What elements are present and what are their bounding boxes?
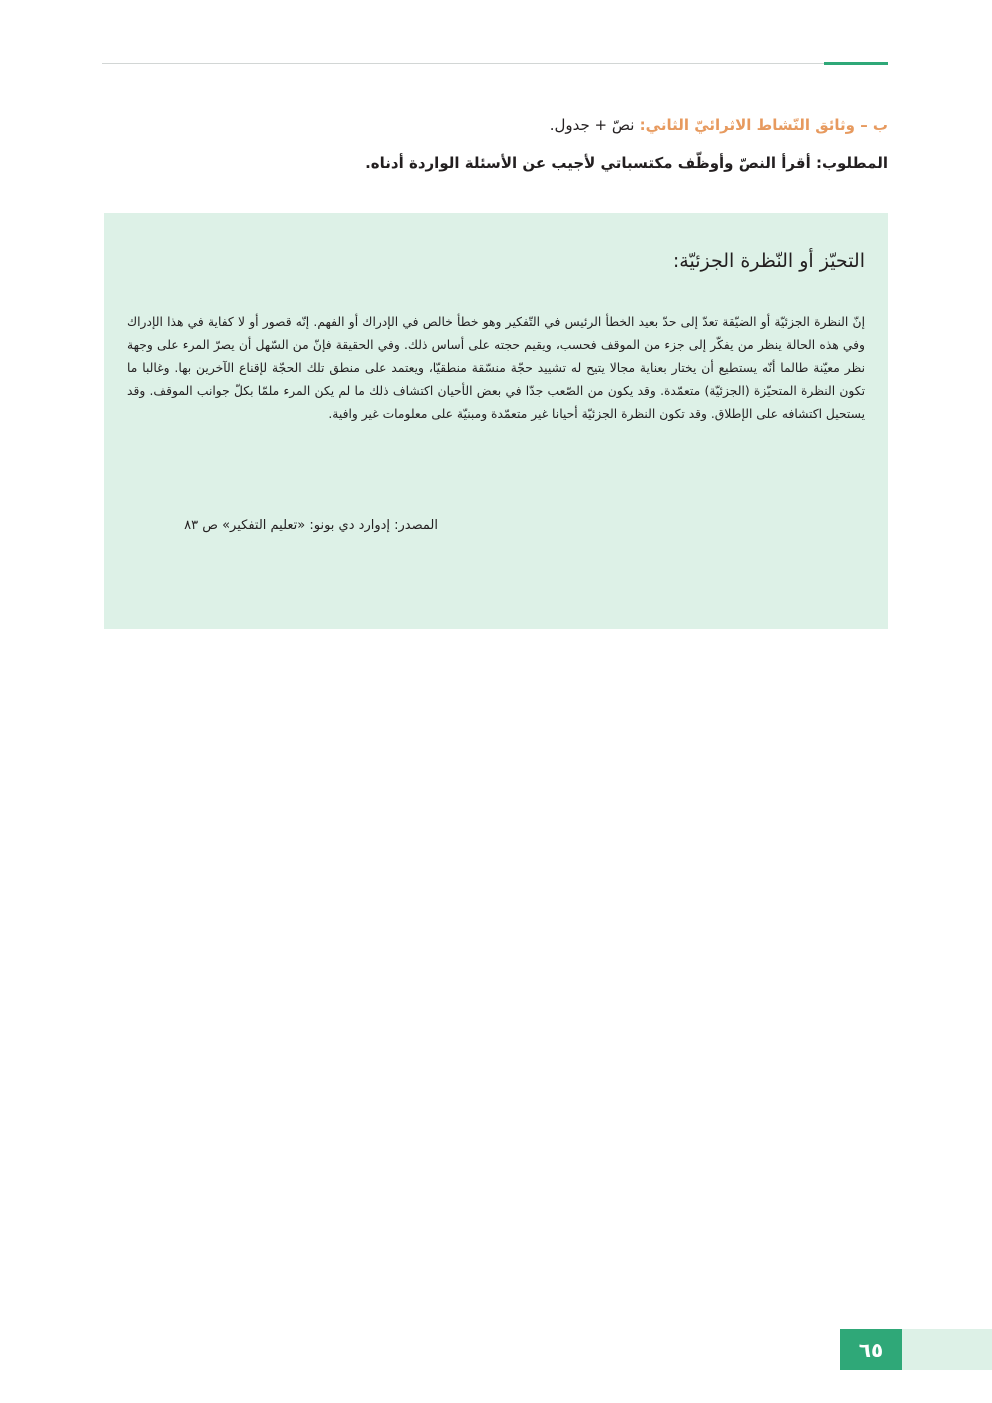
box-source: المصدر: إدوارد دي بونو: «تعليم التفكير» ص ٨٣ bbox=[184, 518, 438, 533]
activity-heading bbox=[550, 116, 888, 134]
activity-value: نصّ + جدول. bbox=[549, 116, 635, 134]
box-title: التحيّز أو النّظرة الجزئيّة: bbox=[672, 250, 865, 272]
reading-box bbox=[104, 213, 888, 629]
header-divider bbox=[102, 63, 888, 64]
required-instruction: المطلوب: أقرأ النصّ وأوظّف مكتسباتي لأجيب عن الأسئلة الواردة أدناه. bbox=[365, 154, 888, 172]
header-accent-bar bbox=[824, 62, 888, 65]
page-number: ٦٥ bbox=[840, 1329, 902, 1370]
activity-label: ب – وثائق النّشاط الاثرائيّ الثاني: bbox=[639, 116, 888, 134]
box-paragraph: إنّ النظرة الجزئيّة أو الضيّقة تعدّ إلى حدّ بعيد الخطأ الرئيس في التّفكير وهو خطأ خالص في الإدراك أو الفهم. إنّه قصور أو لا كفاية في هذا الإدراك وفي هذه الحالة ينظر من يفكّر إلى جزء من الموقف فحسب، ويقيم حجته على أساس ذلك. وفي الحقيقة فإنّ من السّهل أن يصرّ المرء على وجهة نظر معيّنة طالما أنّه يستطيع أن يختار بعناية مجالا يتيح له تشييد حجّة منسّقة منطقيّا، ويعتمد على منطق تلك الحجّة لإقناع الآخرين بها. وغالبا ما تكون النظرة المتحيّزة (الجزئيّة) متعمّدة. وقد يكون من الصّعب جدّا في بعض الأحيان اكتشاف ذلك ما لم يكن المرء ملمّا بكلّ جوانب الموقف. وقد يستحيل اكتشافه على الإطلاق. وقد تكون النظرة الجزئيّة أحيانا غير متعمّدة ومبنيّة على معلومات غير وافية. bbox=[127, 315, 865, 421]
